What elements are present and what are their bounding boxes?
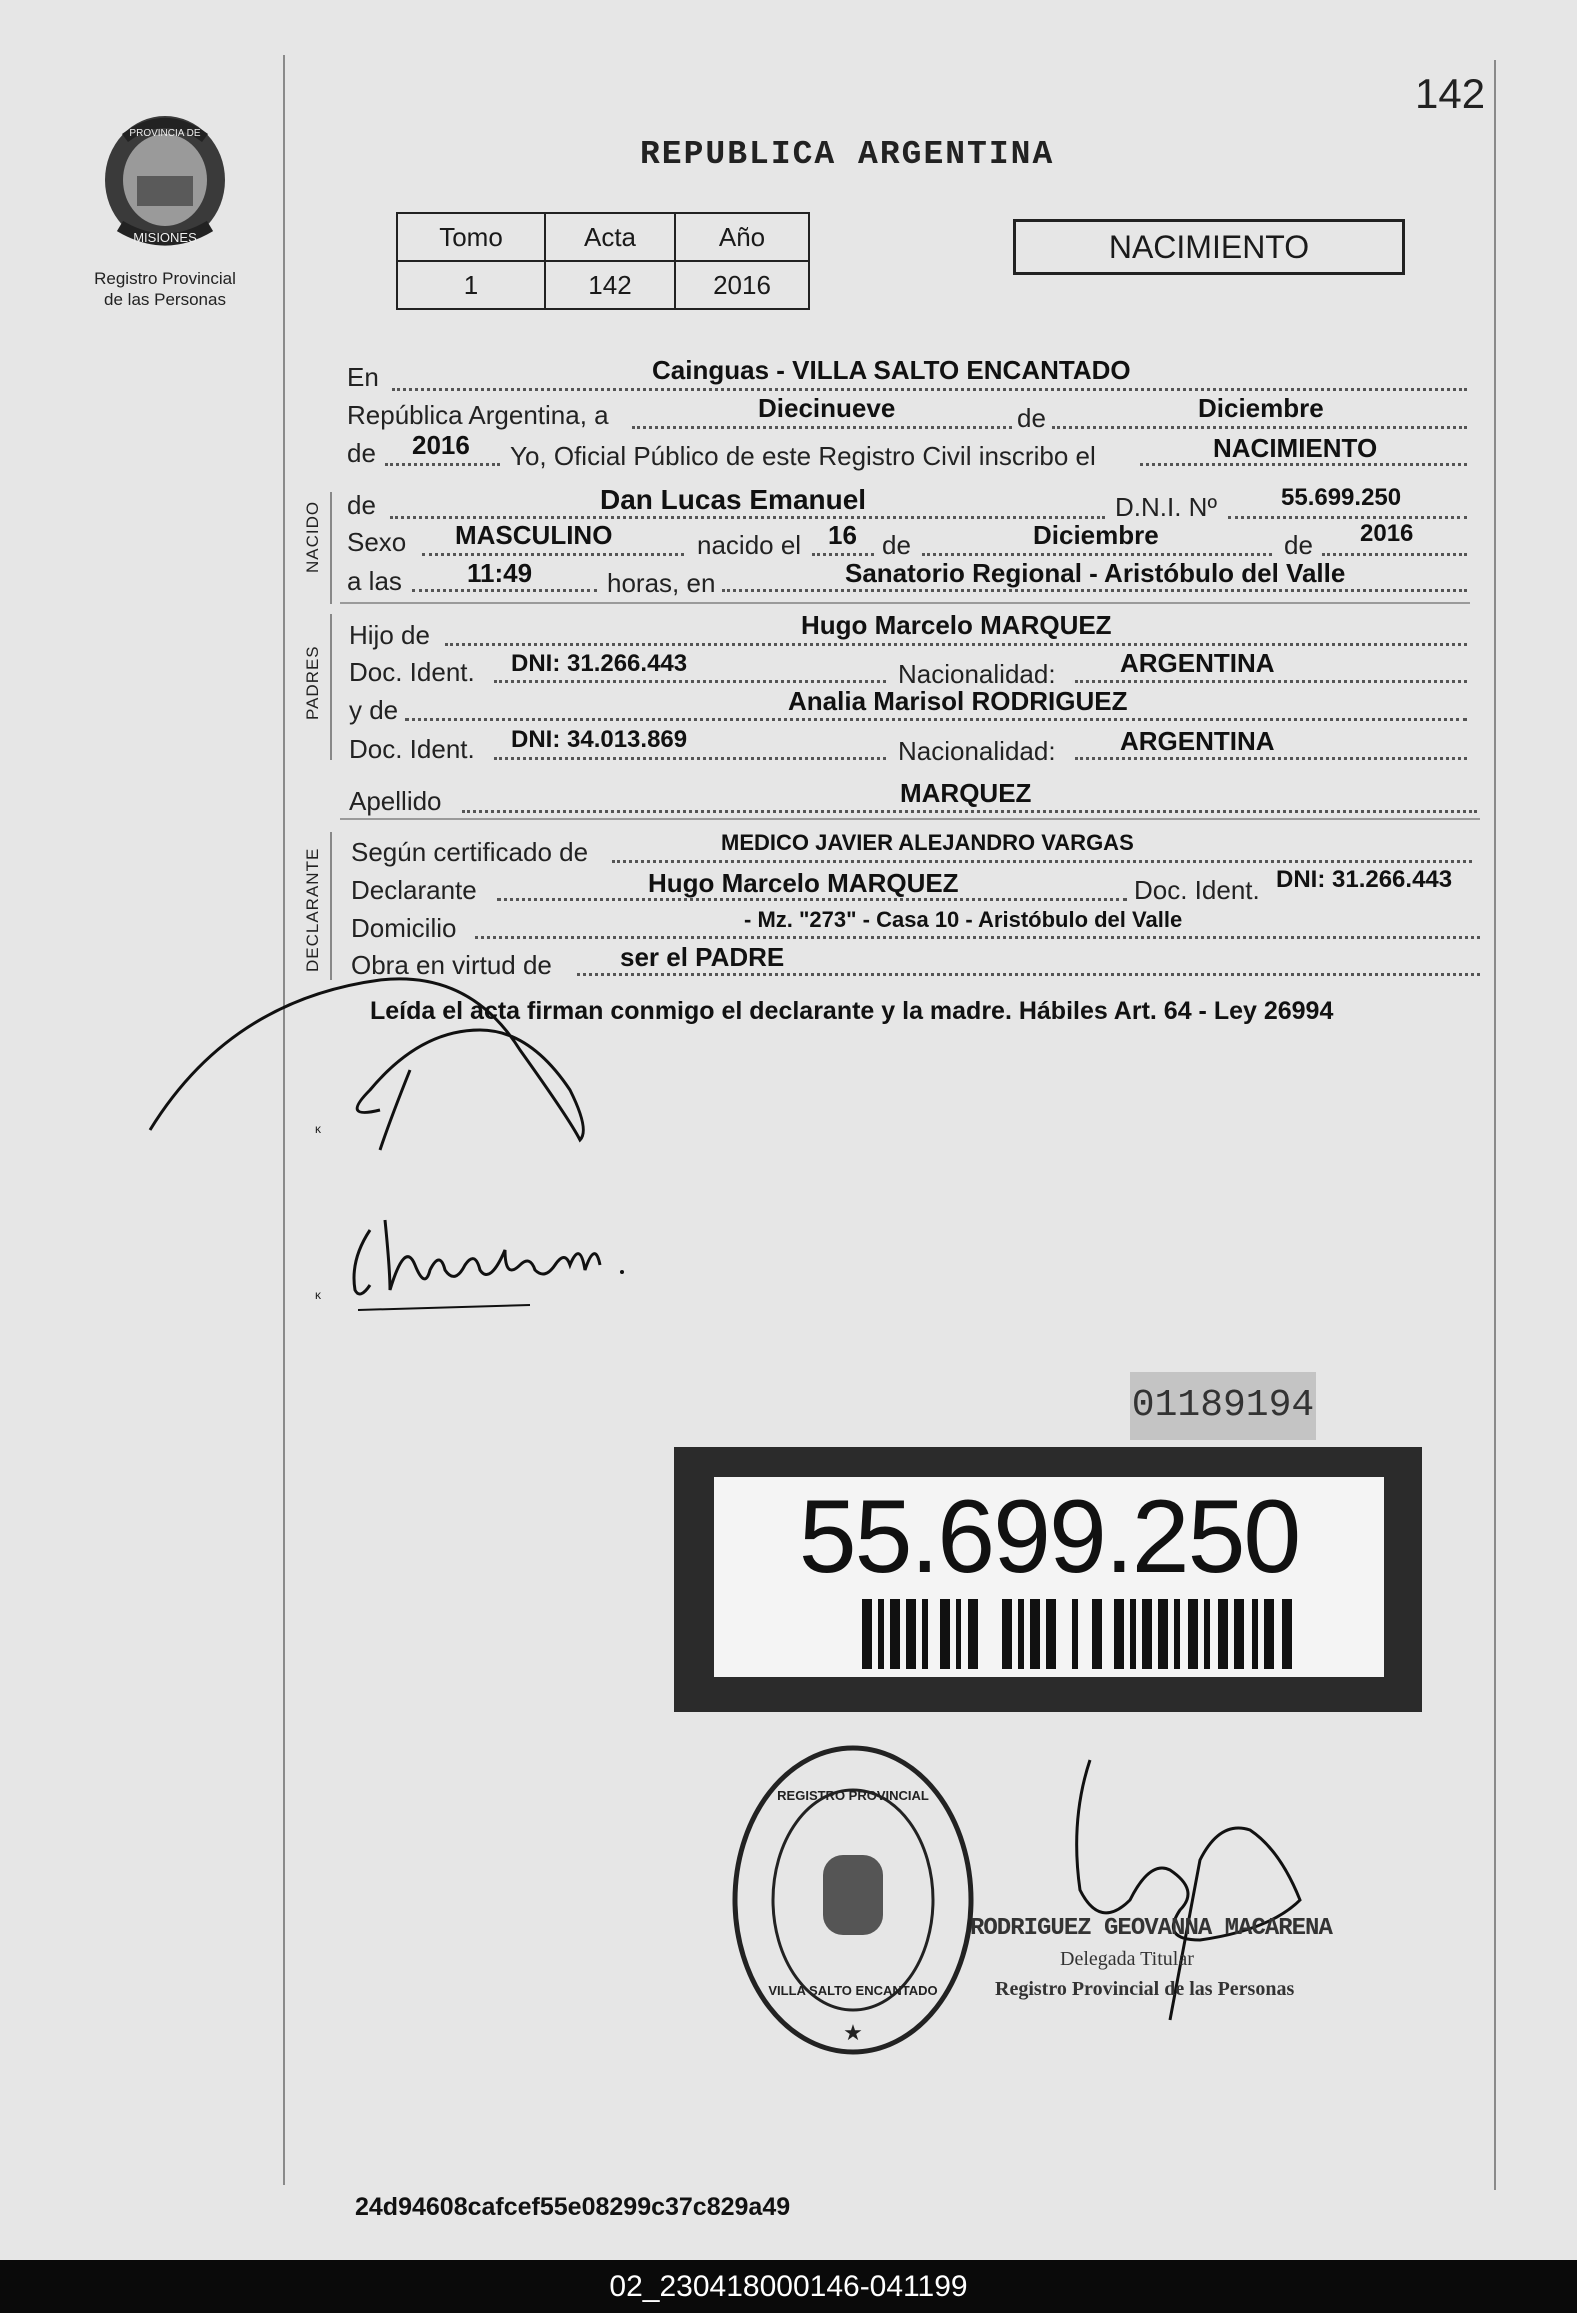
mother-nat-label: Nacionalidad: (898, 736, 1056, 766)
republica-label: República Argentina, a (347, 400, 609, 430)
birth-place: Sanatorio Regional - Aristóbulo del Valle (845, 558, 1346, 588)
country-title: REPUBLICA ARGENTINA (640, 136, 1055, 173)
svg-text:REGISTRO PROVINCIAL: REGISTRO PROVINCIAL (777, 1788, 929, 1803)
y-de-label: y de (349, 695, 399, 725)
sexo-value: MASCULINO (455, 520, 613, 550)
en-label: En (347, 362, 379, 392)
declarante-signature (140, 960, 620, 1160)
father-nat-label: Nacionalidad: (898, 659, 1056, 689)
acta-header: Acta (545, 213, 675, 261)
ano-value: 2016 (675, 261, 809, 309)
sexo-dotline (422, 553, 684, 556)
child-name: Dan Lucas Emanuel (600, 484, 867, 515)
mother-doc-dotline (494, 757, 886, 760)
obra-dotline (577, 973, 1480, 976)
de-label: de (1017, 403, 1046, 433)
de-label-4: de (1284, 530, 1313, 560)
mother-dotline (405, 718, 1467, 721)
time-dotline (412, 589, 597, 592)
en-dotline (392, 388, 1467, 391)
place-dotline (722, 589, 1467, 592)
birth-time: 11:49 (467, 558, 533, 588)
footer-file-id: 02_230418000146-041199 (0, 2260, 1577, 2313)
mother-nat-dotline (1075, 757, 1467, 760)
obra-value: ser el PADRE (620, 942, 785, 972)
nacido-divider (330, 492, 332, 604)
inscribo-value: NACIMIENTO (1213, 433, 1378, 463)
mother-nationality: ARGENTINA (1120, 726, 1275, 756)
declarante-doc: DNI: 31.266.443 (1276, 866, 1453, 893)
svg-text:★: ★ (843, 2020, 863, 2045)
declarante-label: Declarante (351, 875, 477, 905)
dni-label: D.N.I. Nº (1115, 492, 1217, 522)
ano-header: Año (675, 213, 809, 261)
tomo-header-row (397, 213, 809, 261)
day-dotline (632, 426, 1012, 429)
month-dotline (1052, 426, 1467, 429)
mother-name: Analia Marisol RODRIGUEZ (788, 686, 1128, 716)
declarante-doc-label: Doc. Ident. (1134, 875, 1260, 905)
barcode-inner (714, 1477, 1384, 1677)
en-value: Cainguas - VILLA SALTO ENCANTADO (652, 355, 1131, 385)
page-number: 142 (1415, 70, 1486, 117)
birthmonth-dotline (922, 553, 1272, 556)
misiones-shield-logo (95, 108, 235, 258)
father-nat-dotline (1075, 680, 1467, 683)
barcode-label (674, 1447, 1422, 1712)
document-hash: 24d94608cafcef55e08299c37c829a49 (355, 2193, 791, 2221)
apellido-bottom-rule (340, 818, 1480, 820)
de-label-3: de (882, 530, 911, 560)
stamp-inner-text: VILLA SALTO ENCANTADO (768, 1983, 938, 1998)
official-office: Registro Provincial de las Personas (995, 1978, 1295, 2000)
official-stamp (728, 1740, 978, 2060)
birthyear-dotline (1322, 553, 1467, 556)
tomo-value: 1 (397, 261, 545, 309)
birthday-dotline (812, 553, 874, 556)
mark-k2: ĸ (315, 1288, 321, 1302)
apellido-label: Apellido (349, 786, 442, 816)
mark-k1: ĸ (315, 1122, 321, 1136)
hijo-de-label: Hijo de (349, 620, 430, 650)
declarante-value: Hugo Marcelo MARQUEZ (648, 868, 959, 898)
nacido-de-label: de (347, 490, 376, 520)
father-doc-label: Doc. Ident. (349, 657, 475, 687)
declarante-section-label: DECLARANTE (303, 847, 322, 972)
record-type-box: NACIMIENTO (1013, 219, 1405, 275)
certificado-label: Según certificado de (351, 837, 589, 867)
father-name: Hugo Marcelo MARQUEZ (801, 610, 1112, 640)
birth-year: 2016 (1360, 520, 1414, 547)
obra-label: Obra en virtud de (351, 950, 552, 980)
nacido-el-label: nacido el (697, 530, 802, 560)
de-label-2: de (347, 438, 376, 468)
official-name: RODRIGUEZ GEOVANNA MACARENA (970, 1915, 1332, 1942)
barcode-bars (862, 1599, 1302, 1669)
right-margin-line (1494, 60, 1496, 2190)
legal-note: Leída el acta firman conmigo el declarante y la madre. Hábiles Art. 64 - Ley 26994 (370, 997, 1334, 1025)
nacido-bottom-rule (340, 602, 1470, 604)
sexo-label: Sexo (347, 527, 407, 557)
apellido-value: MARQUEZ (900, 778, 1032, 808)
year-dotline (385, 463, 500, 466)
mother-signature (330, 1210, 660, 1320)
month-value: Diciembre (1198, 393, 1324, 423)
birth-day: 16 (828, 520, 857, 550)
domicilio-dotline (475, 936, 1480, 939)
registry-line1: Registro Provincial (94, 269, 236, 288)
oficial-text: Yo, Oficial Público de este Registro Civil inscribo el (510, 441, 1096, 471)
certificado-dotline (612, 860, 1472, 863)
tomo-table (396, 212, 810, 310)
child-dni: 55.699.250 (1281, 484, 1402, 511)
certificado-value: MEDICO JAVIER ALEJANDRO VARGAS (721, 830, 1134, 855)
domicilio-value: - Mz. "273" - Casa 10 - Aristóbulo del Valle (744, 907, 1183, 932)
father-nationality: ARGENTINA (1120, 648, 1275, 678)
tomo-header: Tomo (397, 213, 545, 261)
padres-divider (330, 614, 332, 760)
horas-label: horas, en (607, 568, 716, 598)
father-doc-dotline (494, 680, 886, 683)
apellido-dotline (462, 810, 1477, 813)
serial-number: 01189194 (1130, 1372, 1316, 1440)
year-value: 2016 (412, 430, 470, 460)
dni-dotline (1228, 516, 1467, 519)
tomo-value-row (397, 261, 809, 309)
father-dotline (445, 643, 1467, 646)
birth-month: Diciembre (1033, 520, 1159, 550)
mother-doc: DNI: 34.013.869 (511, 726, 688, 753)
domicilio-label: Domicilio (351, 913, 457, 943)
logo-bottom-text: MISIONES (133, 230, 197, 245)
acta-value: 142 (545, 261, 675, 309)
padres-section-label: PADRES (303, 645, 322, 720)
declarante-divider (330, 832, 332, 980)
barcode-number: 55.699.250 (798, 1479, 1300, 1595)
registry-label (70, 268, 260, 310)
nacido-section-label: NACIDO (303, 500, 322, 573)
logo-top-text: PROVINCIA DE (129, 128, 201, 139)
name-dotline (390, 516, 1105, 519)
father-doc: DNI: 31.266.443 (511, 650, 688, 677)
official-title: Delegada Titular (1060, 1948, 1194, 1970)
day-word: Diecinueve (758, 393, 896, 423)
mother-doc-label: Doc. Ident. (349, 734, 475, 764)
registry-line2: de las Personas (104, 290, 226, 309)
a-las-label: a las (347, 566, 402, 596)
